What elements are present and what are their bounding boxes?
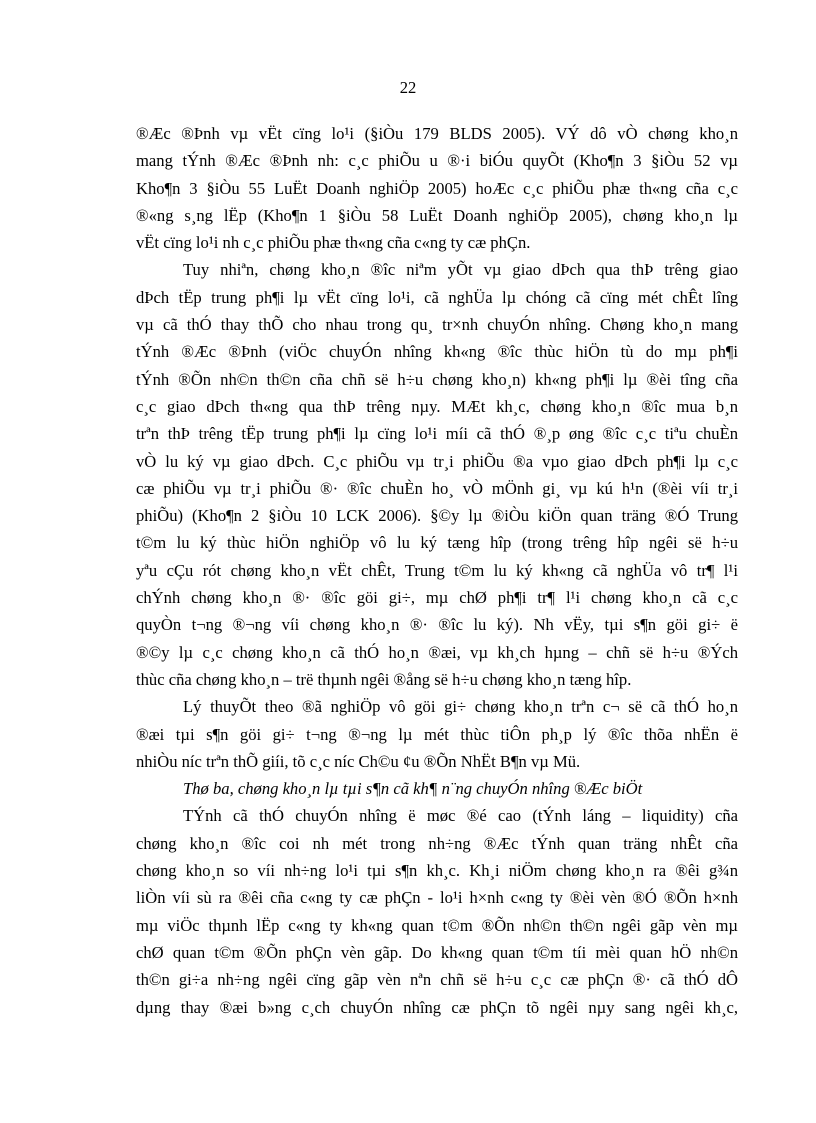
text-line: mµ viÖc thµnh lËp c«ng ty kh«ng quan t©m ®Õn nh©n th©n ngêi gãp vèn mµ — [136, 915, 738, 935]
text-line: TÝnh cã thÓ chuyÓn nhîng ë møc ®é cao (tÝnh láng – liquidity) cña — [183, 806, 738, 826]
section-heading: Thø ba, chøng kho¸n lµ tµi s¶n cã kh¶ n¨ng chuyÓn nhîng ®Æc biÖt — [183, 779, 643, 799]
text-line: trªn thÞ trêng tËp trung ph¶i lµ cïng lo¹i míi cã thÓ ®¸p øng ®îc c¸c tiªu chuÈn — [136, 424, 738, 444]
page-number: 22 — [399, 78, 417, 97]
text-line: thùc cña chøng kho¸n – trë thµnh ngêi ®ång së h÷u chøng kho¸n tæng hîp. — [136, 669, 632, 689]
text-line: vËt cïng lo¹i nh c¸c phiÕu phæ th«ng cña c«ng ty cæ phÇn. — [136, 233, 531, 253]
text-line: th©n gi÷a nh÷ng ngêi cïng gãp vèn nªn chñ së h÷u c¸c cæ phÇn ®· cã thÓ dÔ — [136, 970, 738, 990]
text-line: nhiÒu níc trªn thÕ giíi, tõ c¸c níc Ch©u ¢u ®Õn NhËt B¶n vµ Mü. — [136, 751, 581, 771]
text-line: cæ phiÕu vµ tr¸i phiÕu ®· ®îc chuÈn ho¸ vÒ mÖnh gi¸ vµ kú h¹n (®èi víi tr¸i — [136, 478, 738, 498]
text-line: chÝnh chøng kho¸n ®· ®îc göi gi÷, mµ chØ ph¶i tr¶ l¹i chøng kho¸n cã c¸c — [136, 588, 738, 608]
text-line: chØ quan t©m ®Õn phÇn vèn gãp. Do kh«ng quan t©m tíi mèi quan hÖ nh©n — [136, 942, 738, 962]
body-text — [136, 120, 738, 1021]
text-line: chøng kho¸n ®îc coi nh mét trong nh÷ng ®Æc tÝnh quan träng nhÊt cña — [136, 833, 738, 853]
text-line: ®æi tµi s¶n göi gi÷ t¬ng ®¬ng lµ mét thùc tiÔn ph¸p lý ®îc thõa nhËn ë — [136, 724, 738, 744]
text-line: Tuy nhiªn, chøng kho¸n ®îc niªm yÕt vµ giao dÞch qua thÞ trêng giao — [183, 260, 738, 280]
text-line: Lý thuyÕt theo ®ã nghiÖp vô göi gi÷ chøng kho¸n trªn c¬ së cã thÓ ho¸n — [183, 697, 738, 717]
text-line: dÞch tËp trung ph¶i lµ vËt cïng lo¹i, cã nghÜa lµ chóng cã cïng mét chÊt lîng — [136, 287, 738, 307]
text-line: ®©y lµ c¸c chøng kho¸n cã thÓ ho¸n ®æi, vµ kh¸ch hµng – chñ së h÷u ®Ých — [136, 642, 738, 662]
text-line: liÒn víi sù ra ®êi cña c«ng ty cæ phÇn - lo¹i h×nh c«ng ty ®èi vèn ®Ó ®Õn h×nh — [136, 888, 738, 908]
text-line: ®Æc ®Þnh vµ vËt cïng lo¹i (§iÒu 179 BLDS 2005). VÝ dô vÒ chøng kho¸n — [136, 124, 738, 143]
text-line: phiÕu) (Kho¶n 2 §iÒu 10 LCK 2006). §©y lµ ®iÒu kiÖn quan träng ®Ó Trung — [136, 506, 738, 526]
text-line: dµng thay ®æi b»ng c¸ch chuyÓn nhîng cæ phÇn tõ ngêi nµy sang ngêi kh¸c, — [136, 997, 738, 1017]
text-line: chøng kho¸n so víi nh÷ng lo¹i tµi s¶n kh¸c. Kh¸i niÖm chøng kho¸n ra ®êi g¾n — [136, 861, 738, 881]
text-line: tÝnh ®Õn nh©n th©n cña chñ së h÷u chøng kho¸n) kh«ng ph¶i lµ ®èi tîng cña — [136, 369, 738, 389]
text-line: mang tÝnh ®Æc ®Þnh nh: c¸c phiÕu u ®·i biÓu quyÕt (Kho¶n 3 §iÒu 52 vµ — [136, 151, 738, 171]
text-line: quyÒn t¬ng ®¬ng víi chøng kho¸n ®· ®îc lu ký). Nh vËy, tµi s¶n göi gi÷ ë — [136, 615, 738, 635]
text-line: tÝnh ®Æc ®Þnh (viÖc chuyÓn nhîng kh«ng ®îc thùc hiÖn tù do mµ ph¶i — [136, 342, 738, 362]
text-line: Kho¶n 3 §iÒu 55 LuËt Doanh nghiÖp 2005) hoÆc c¸c phiÕu phæ th«ng cña c¸c — [136, 178, 738, 198]
text-line: vµ cã thÓ thay thÕ cho nhau trong qu¸ tr×nh chuyÓn nhîng. Chøng kho¸n mang — [136, 315, 738, 335]
text-line: yªu cÇu rót chøng kho¸n vËt chÊt, Trung t©m lu ký kh«ng cã nghÜa vô tr¶ l¹i — [136, 560, 738, 580]
text-line: ®«ng s¸ng lËp (Kho¶n 1 §iÒu 58 LuËt Doanh nghiÖp 2005), chøng kho¸n lµ — [136, 205, 738, 225]
text-line: vÒ lu ký vµ giao dÞch. C¸c phiÕu vµ tr¸i phiÕu ®a vµo giao dÞch ph¶i lµ c¸c — [136, 451, 738, 471]
text-line: t©m lu ký thùc hiÖn nghiÖp vô lu ký tæng hîp (trong trêng hîp ngêi së h÷u — [136, 533, 738, 553]
text-line: c¸c giao dÞch th«ng qua thÞ trêng nµy. MÆt kh¸c, chøng kho¸n ®îc mua b¸n — [136, 396, 738, 416]
